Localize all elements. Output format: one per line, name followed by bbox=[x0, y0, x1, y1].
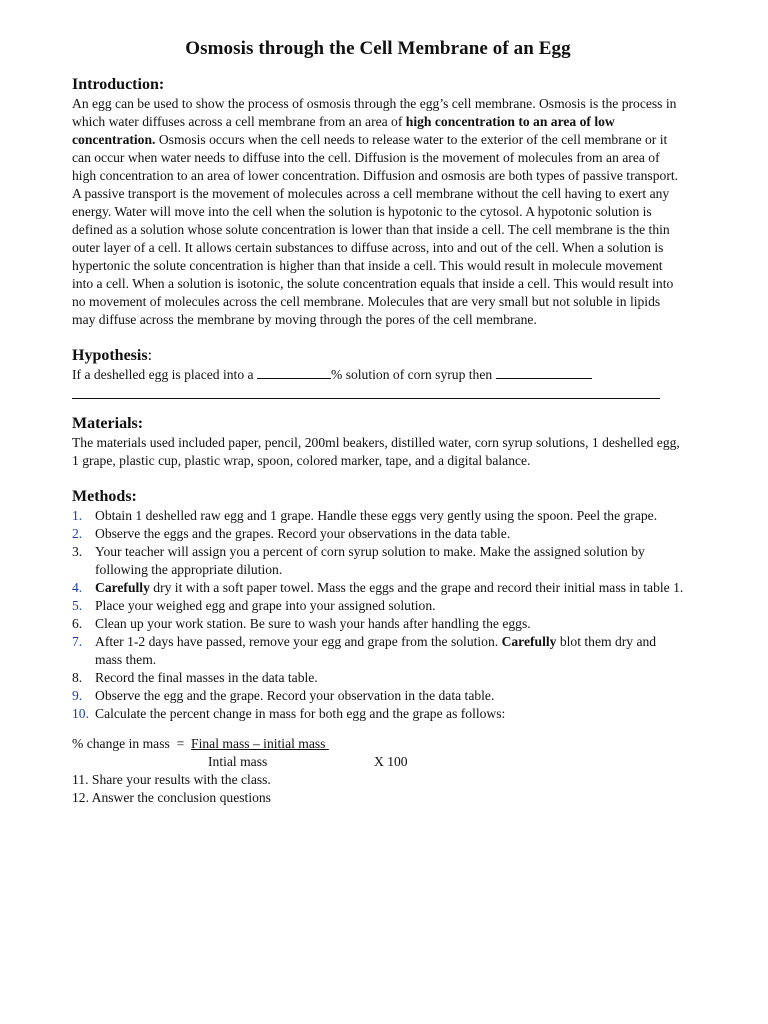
intro-text-2: Osmosis occurs when the cell needs to release water to the exterior of the cell membrane or it can occur when water needs to diffuse into the cell. Diffusion is the movement of molecules from an area of high concentration to an area of lower concentration. Diffusion and osmosis are both types of passive transport. A passive transport is the movement of molecules across a cell membrane without the cell having to exert any energy. Water will move into the cell when the solution is hypotonic to the cytosol. A hypotonic solution is defined as a solution whose solute concentration is lower than that inside a cell. The cell membrane is the thin outer layer of a cell. It allows certain substances to diffuse across, into and out of the cell. When a solution is hypertonic the solute concentration is higher than that inside a cell. This would result in molecule movement into a cell. When a solution is isotonic, the solute concentration equals that inside a cell. This would result into no movement of molecules across the cell membrane. Molecules that are very small but not soluble in lipids may diffuse across the membrane by moving through the pores of the cell membrane. bbox=[72, 132, 679, 327]
formula-numerator: Final mass – initial mass bbox=[191, 736, 329, 751]
list-item: 2. Observe the eggs and the grapes. Record your observations in the data table. bbox=[72, 526, 511, 541]
formula-lhs: % change in mass = bbox=[72, 736, 192, 751]
list-item: 6. Clean up your work station. Be sure to wash your hands after handling the eggs. bbox=[72, 616, 531, 631]
list-item: 5. Place your weighed egg and grape into your assigned solution. bbox=[72, 598, 436, 613]
list-item: 1. Obtain 1 deshelled raw egg and 1 grape. Handle these eggs very gently using the spoon. Peel the grape. bbox=[72, 508, 658, 523]
formula-factor: X 100 bbox=[374, 754, 408, 769]
introduction-paragraph bbox=[72, 95, 684, 329]
document-page bbox=[72, 38, 684, 807]
percent-change-formula bbox=[72, 735, 684, 771]
hypothesis-text-b: % solution of corn syrup then bbox=[330, 367, 496, 382]
introduction-section bbox=[72, 76, 684, 329]
hypothesis-heading: Hypothesis: bbox=[72, 347, 153, 364]
list-item: 7. After 1-2 days have passed, remove your egg and grape from the solution. Carefully blot them dry and mass them. bbox=[72, 634, 657, 667]
methods-section bbox=[72, 488, 684, 807]
list-item: 8. Record the final masses in the data table. bbox=[72, 670, 318, 685]
list-item: 3. Your teacher will assign you a percent of corn syrup solution to make. Make the assigned solution by following the appropriate dilution. bbox=[72, 544, 645, 577]
intro-text-1: An egg can be used to show the process of osmosis through the egg’s cell membrane. Osmosis is the process in which water diffuses across a cell membrane from an area of bbox=[72, 96, 677, 129]
formula-denominator: Intial mass bbox=[208, 754, 268, 769]
materials-heading: Materials: bbox=[72, 415, 144, 432]
hypothesis-answer-line[interactable] bbox=[72, 384, 660, 399]
hypothesis-text-a: If a deshelled egg is placed into a bbox=[72, 367, 257, 382]
methods-heading: Methods: bbox=[72, 488, 137, 505]
materials-paragraph: The materials used included paper, pencil, 200ml beakers, distilled water, corn syrup solutions, 1 deshelled egg, 1 grape, plastic cup, plastic wrap, spoon, colored marker, tape, and a digital balance. bbox=[72, 435, 680, 468]
percent-blank[interactable] bbox=[257, 366, 331, 379]
introduction-heading: Introduction: bbox=[72, 76, 165, 93]
list-item: 11. Share your results with the class. bbox=[72, 772, 271, 787]
list-item: 4. Carefully dry it with a soft paper towel. Mass the eggs and the grape and record their initial mass in table 1. bbox=[72, 580, 684, 595]
methods-list bbox=[72, 507, 684, 723]
intro-bold-text: high concentration to an area of low concentration. bbox=[72, 114, 615, 147]
materials-section bbox=[72, 415, 684, 470]
list-item: 9. Observe the egg and the grape. Record your observation in the data table. bbox=[72, 688, 495, 703]
document-title: Osmosis through the Cell Membrane of an Egg bbox=[185, 38, 571, 59]
hypothesis-section bbox=[72, 347, 684, 399]
hypothesis-sentence bbox=[72, 366, 684, 384]
final-steps bbox=[72, 771, 684, 807]
list-item: 10. Calculate the percent change in mass for both egg and the grape as follows: bbox=[72, 706, 506, 721]
list-item: 12. Answer the conclusion questions bbox=[72, 790, 271, 805]
outcome-blank[interactable] bbox=[496, 366, 592, 379]
